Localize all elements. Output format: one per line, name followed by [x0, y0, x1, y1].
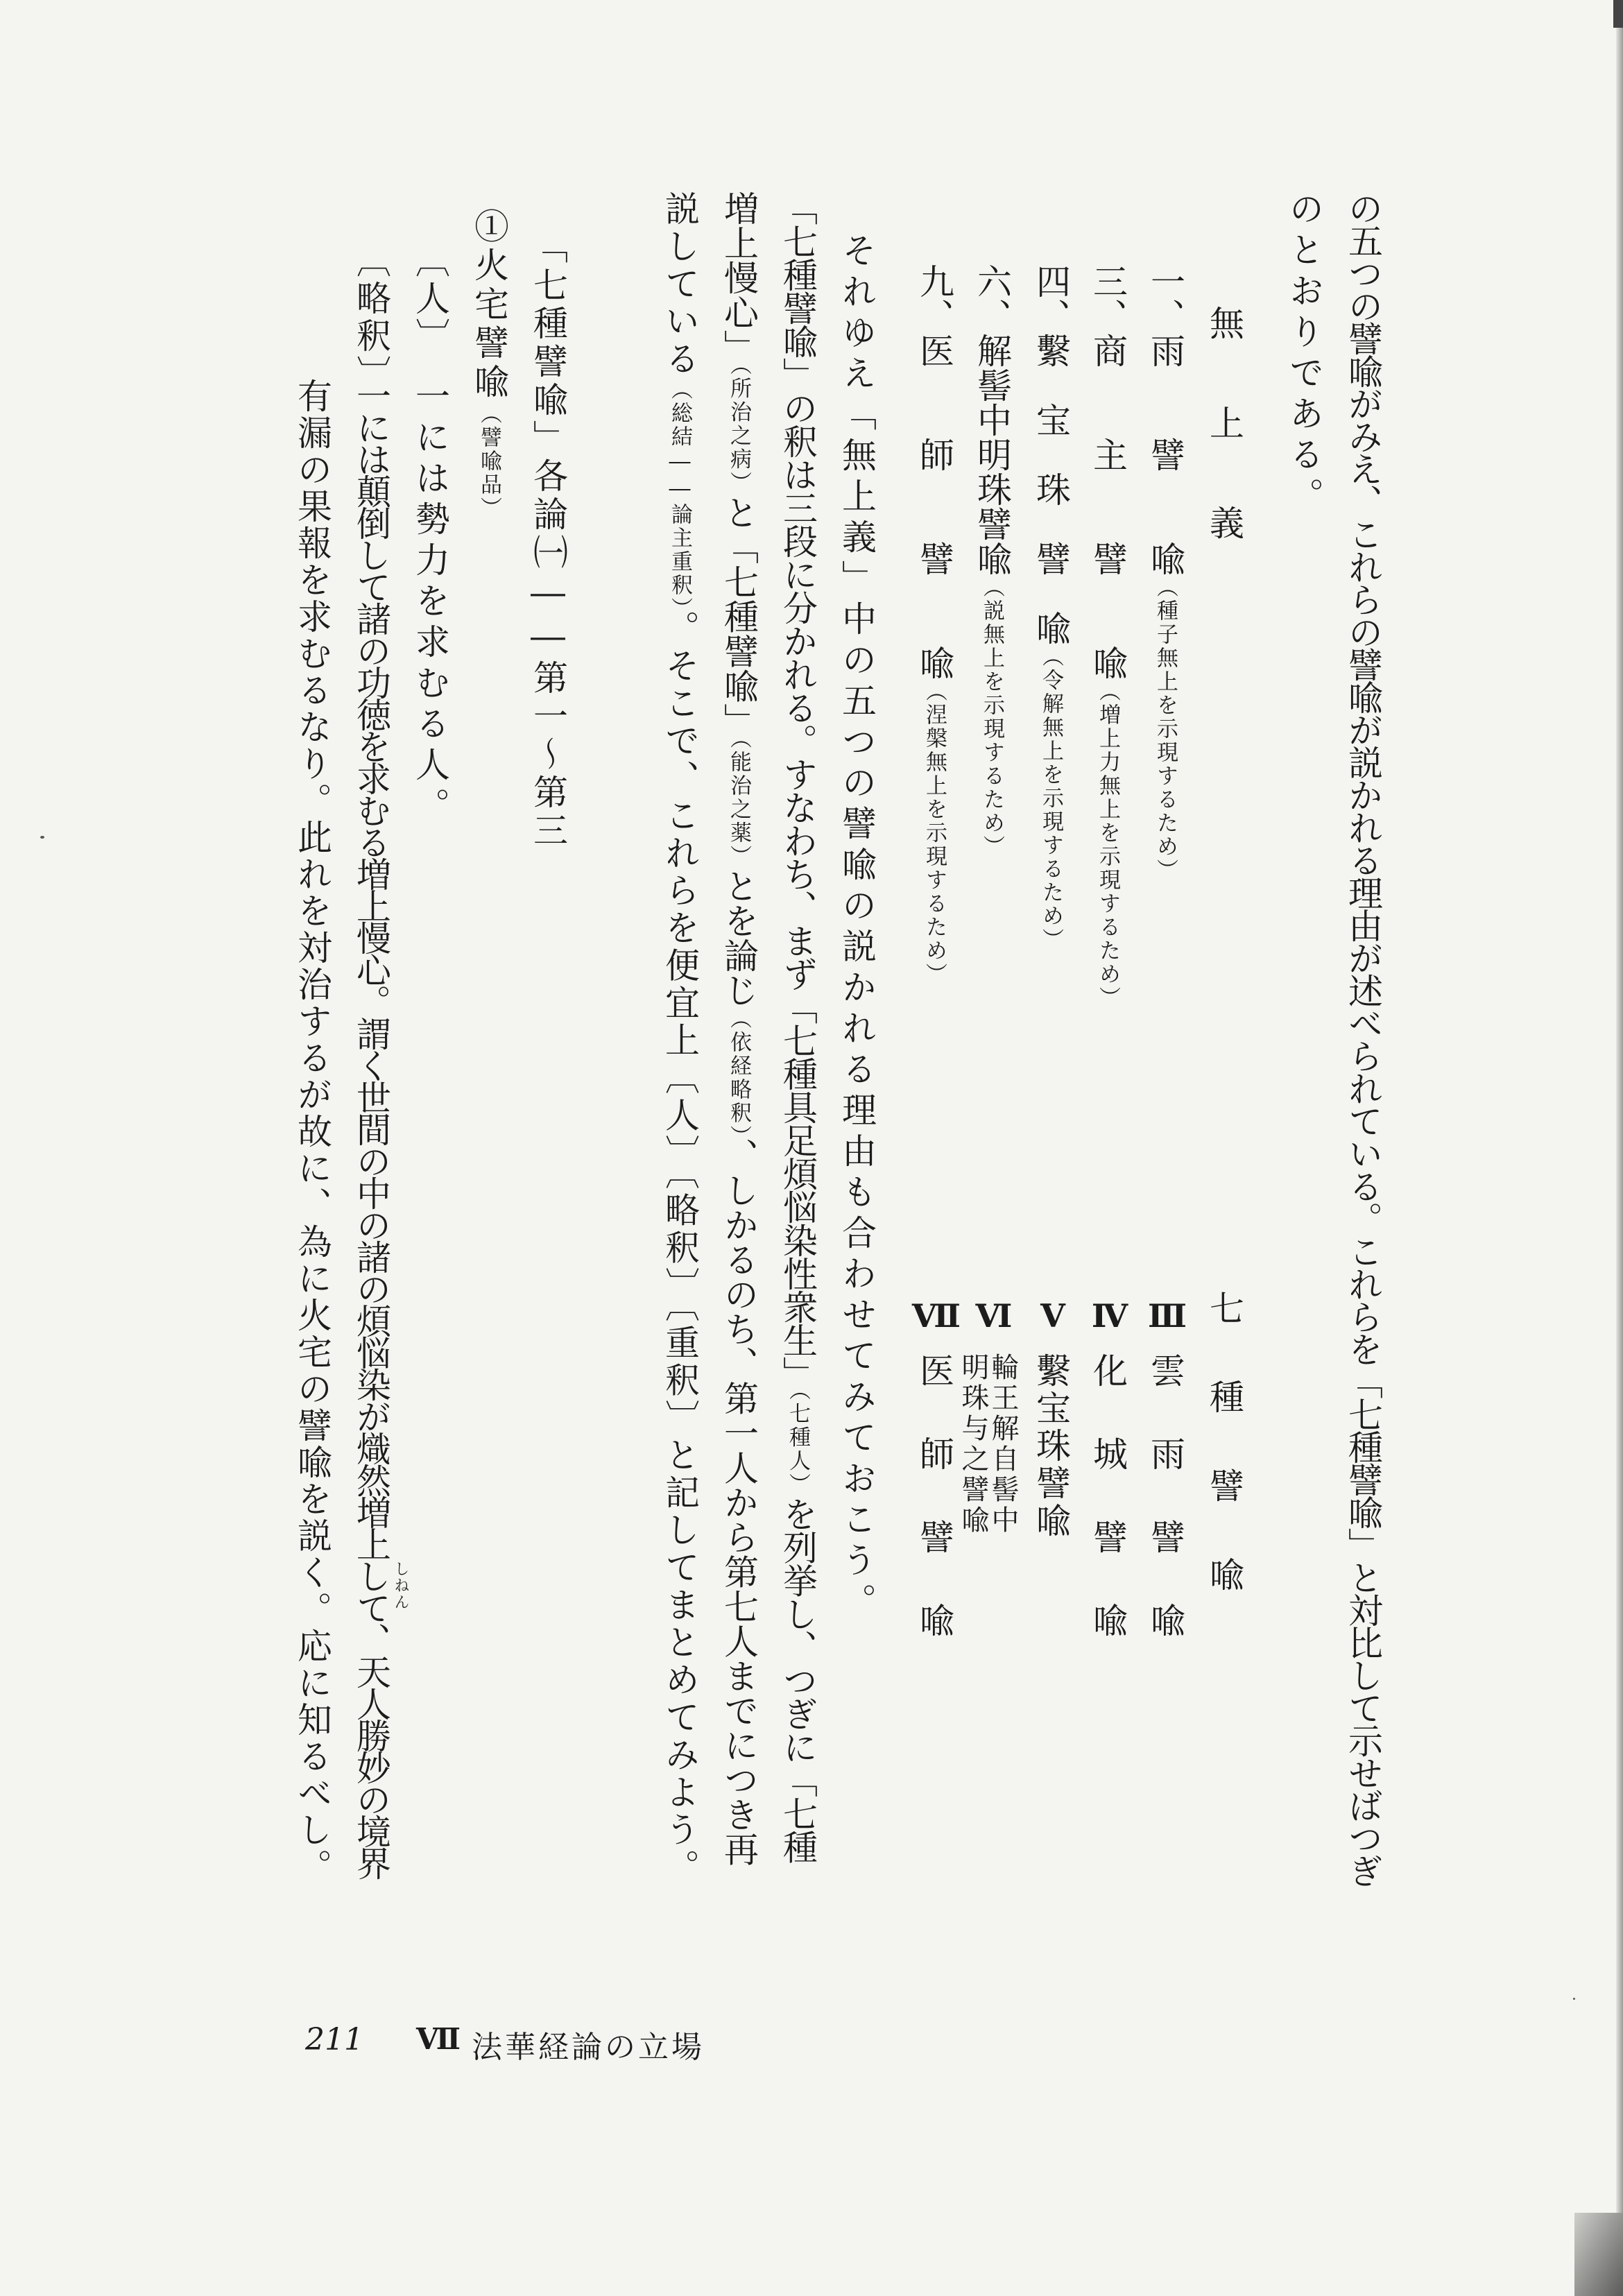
- table-row-5-left: [914, 264, 954, 986]
- section-sub-heading: [469, 208, 509, 520]
- intro-line-1: の五つの譬喩がみえ、これらの譬喩が説かれる理由が述べられている。これらを「七種譬喩」と対比して示せばつぎ: [1343, 191, 1383, 1886]
- scan-speck: [40, 836, 44, 839]
- sub-heading-title: ①火宅譬喩: [469, 208, 509, 402]
- row-number: 三、: [1088, 264, 1128, 333]
- summary-line-2: 有漏の果報を求むるなり。此れを対治するが故に、為に火宅の譬喩を説く。応に知るべし。: [292, 378, 332, 1885]
- row-note: （増上力無上を示現するため）: [1095, 680, 1120, 1010]
- page-number: 211: [305, 2022, 363, 2057]
- para2-line-4: [660, 191, 700, 1887]
- table-row-3-numeral: Ⅴ: [1034, 1297, 1072, 1335]
- summary-line-1: 一には顛倒して諸の功徳を求むる増上慢心。謂く世間の中の諸の煩悩染が熾然増上して、天人勝妙の境界: [351, 378, 391, 1878]
- row-number: 四、: [1031, 264, 1071, 333]
- table-row-2-numeral: Ⅳ: [1091, 1297, 1128, 1335]
- para2-line-3-c: とを論じ: [719, 868, 759, 1007]
- table-row-4-numeral: Ⅵ: [975, 1297, 1013, 1335]
- table-left-header: 無 上 義: [1204, 305, 1244, 555]
- table-row-1-numeral: Ⅲ: [1149, 1297, 1186, 1335]
- row-name: 商 主 譬 喩: [1088, 333, 1128, 680]
- para2-line-2: [778, 191, 818, 1863]
- table-row-5-right: 医 師 譬 喩: [914, 1353, 954, 1644]
- table-row-4-left: [972, 264, 1012, 859]
- table-row-3-left: [1031, 264, 1071, 952]
- scan-bottom-shadow: [1574, 2213, 1623, 2296]
- para2-line-3-note2: （能治之薬）: [726, 737, 751, 868]
- para2-line-3: [719, 191, 759, 1867]
- row-name: 解髻中明珠譬喩: [972, 333, 1012, 576]
- sub-heading-note: （譬喩品）: [476, 402, 501, 520]
- para2-line-3-note1: （所治之病）: [726, 364, 751, 495]
- ruby-reading: しねん: [392, 1561, 409, 1611]
- para2-line-2-a: 「七種譬喩」の釈は三段に分かれる。すなわち、まず「七種具足煩悩染性衆生」: [778, 191, 818, 1389]
- person-label: 〔人〕: [410, 243, 450, 355]
- row-number: 九、: [914, 264, 954, 333]
- chapter-numeral: Ⅶ: [416, 2022, 461, 2056]
- para2-line-3-a: 増上慢心」: [719, 191, 759, 364]
- scan-corner-mark: [1613, 0, 1623, 28]
- para2-line-2-b: を列挙し、つぎに「七種: [778, 1496, 818, 1863]
- section-heading: 「七種譬喩」各論㈠――第一〜第三: [528, 229, 568, 850]
- para2-line-4-b: 。そこで、これらを便宜上〔人〕〔略釈〕〔重釈〕と記してまとめてみよう。: [660, 610, 700, 1887]
- para2-line-3-b: と「七種譬喩」: [719, 495, 759, 738]
- scan-speck: [1573, 1998, 1575, 2000]
- para2-line-3-d: 、しかるのち、第一人から第七人までにつき再: [719, 1138, 759, 1867]
- para2-line-1: それゆえ「無上義」中の五つの譬喩の説かれる理由も合わせてみておこう。: [836, 232, 877, 1624]
- table-row-1-left: [1145, 264, 1185, 882]
- table-row-4-right-a: 輪王解自髻中: [987, 1353, 1019, 1536]
- row-note: （令解無上を示現するため）: [1038, 645, 1063, 952]
- row-note: （説無上を示現するため）: [979, 576, 1004, 859]
- para2-line-2-note: （七種人）: [785, 1389, 810, 1497]
- table-row-5-numeral: Ⅶ: [918, 1297, 955, 1335]
- table-row-2-left: [1088, 264, 1128, 1010]
- para2-line-3-note3: （依経略釈）: [726, 1007, 751, 1138]
- row-number: 六、: [972, 264, 1012, 333]
- table-right-header: 七 種 譬 喩: [1204, 1290, 1244, 1601]
- row-number: 一、: [1145, 264, 1185, 333]
- summary-label: 〔略釈〕: [351, 243, 391, 393]
- intro-line-2: のとおりである。: [1284, 191, 1324, 518]
- chapter-title: 法華経論の立場: [472, 2030, 705, 2065]
- scan-edge-right: [1616, 0, 1623, 2296]
- table-row-1-right: 雲 雨 譬 喩: [1145, 1353, 1185, 1644]
- table-row-2-right: 化 城 譬 喩: [1088, 1353, 1128, 1644]
- row-name: 雨 譬 喩: [1145, 333, 1185, 576]
- para2-line-4-a: 説している: [660, 191, 700, 378]
- row-name: 繫 宝 珠 譬 喩: [1031, 333, 1071, 645]
- person-text: 一には勢力を求むる人。: [410, 378, 450, 828]
- table-row-4-right-b: 明珠与之譬喩: [957, 1353, 989, 1536]
- row-name: 医 師 譬 喩: [914, 333, 954, 680]
- table-row-3-right: 繫宝珠譬喩: [1031, 1353, 1071, 1540]
- para2-line-4-note: （総結――論主重釈）: [667, 378, 692, 610]
- row-note: （涅槃無上を示現するため）: [922, 680, 947, 986]
- row-note: （種子無上を示現するため）: [1153, 576, 1178, 882]
